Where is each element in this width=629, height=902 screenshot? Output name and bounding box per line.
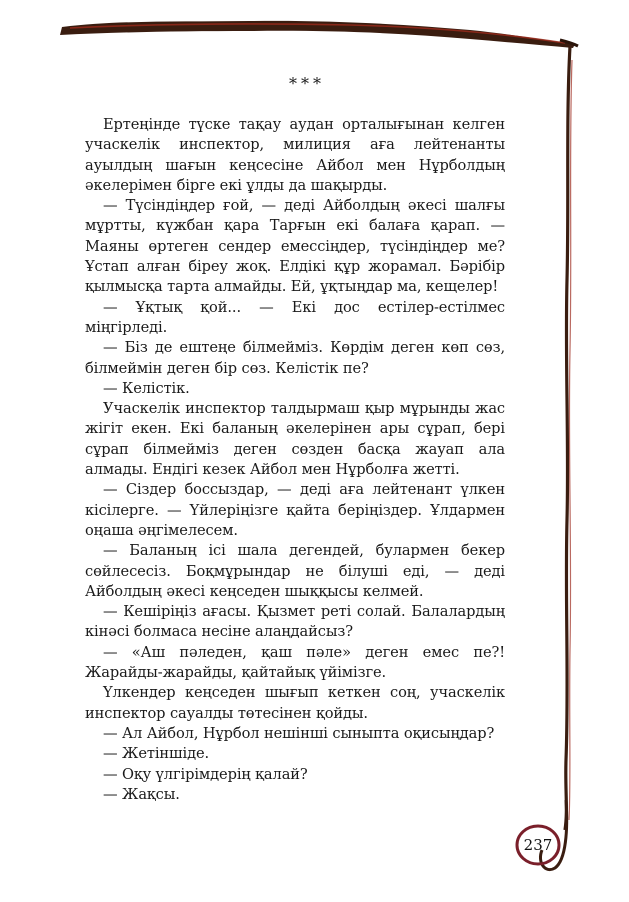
paragraph: — Жақсы.: [103, 785, 180, 803]
paragraph: — Ал Айбол, Нұрбол нешінші сыныпта оқисыңдар?: [103, 724, 495, 742]
paragraph: — Жетіншіде.: [103, 745, 210, 763]
paragraph: — Оқу үлгірімдерің қалай?: [103, 765, 308, 783]
paragraph: — Баланың ісі шала дегендей, булармен бекер сөйлесесіз. Боқмұрындар не білуші еді, — деді Айболдың әкесі кеңседен шыққысы келмей.: [85, 542, 505, 600]
paragraph: — Түсіндіңдер ғой, — деді Айболдың әкесі шалғы мұртты, күжбан қара Тарғын екі балаға қарап. — Маяны өртеген сендер емессіңдер, түсіндіңдер ме? Ұстап алған біреу жоқ. Елдікі құр жорамал. Бәрібір қылмысқа тарта алмайды. Ей, ұқтыңдар ма, кещелер!: [85, 197, 505, 296]
paragraph: — Ұқтық қой... — Екі дос естілер-естілмес міңгірледі.: [85, 298, 505, 336]
paragraph: Үлкендер кеңседен шығып кеткен соң, учаскелік инспектор сауалды төтесінен қойды.: [85, 684, 505, 722]
paragraph: — «Аш пәледен, қаш пәле» деген емес пе?! Жарайды-жарайды, қайтайық үйімізге.: [85, 643, 505, 682]
paragraph: — Сіздер боссыздар, — деді аға лейтенант үлкен кісілерге. — Үйлеріңізге қайта беріңіздер. Ұлдармен оңаша әңгімелесем.: [85, 481, 505, 539]
paragraph: — Біз де ештеңе білмейміз. Көрдім деген көп сөз, білмеймін деген бір сөз. Келістік пе?: [85, 339, 505, 377]
section-separator: ***: [289, 74, 325, 93]
page-body: [85, 74, 505, 805]
page-number: 237: [523, 836, 553, 854]
paragraph: — Кешіріңіз ағасы. Қызмет реті солай. Балалардың кінәсі болмаса несіне алаңдайсыз?: [85, 603, 505, 641]
paragraph: — Келістік.: [103, 379, 190, 397]
right-brush-highlight: [569, 60, 572, 820]
paragraph: Учаскелік инспектор талдырмаш қыр мұрынды жас жігіт екен. Екі баланың әкелерінен ары сұрап, бері сұрап білмейміз деген сөзден басқа жауап ала алмады. Ендігі кезек Айбол мен Нұрболға жетті.: [85, 400, 505, 479]
paragraph: Ертеңінде түске тақау аудан орталығынан келген учаскелік инспектор, милиция аға лейтенанты ауылдың шағын кеңсесіне Айбол мен Нұрболдың әкелерімен бірге екі ұлды да шақырды.: [85, 116, 505, 194]
